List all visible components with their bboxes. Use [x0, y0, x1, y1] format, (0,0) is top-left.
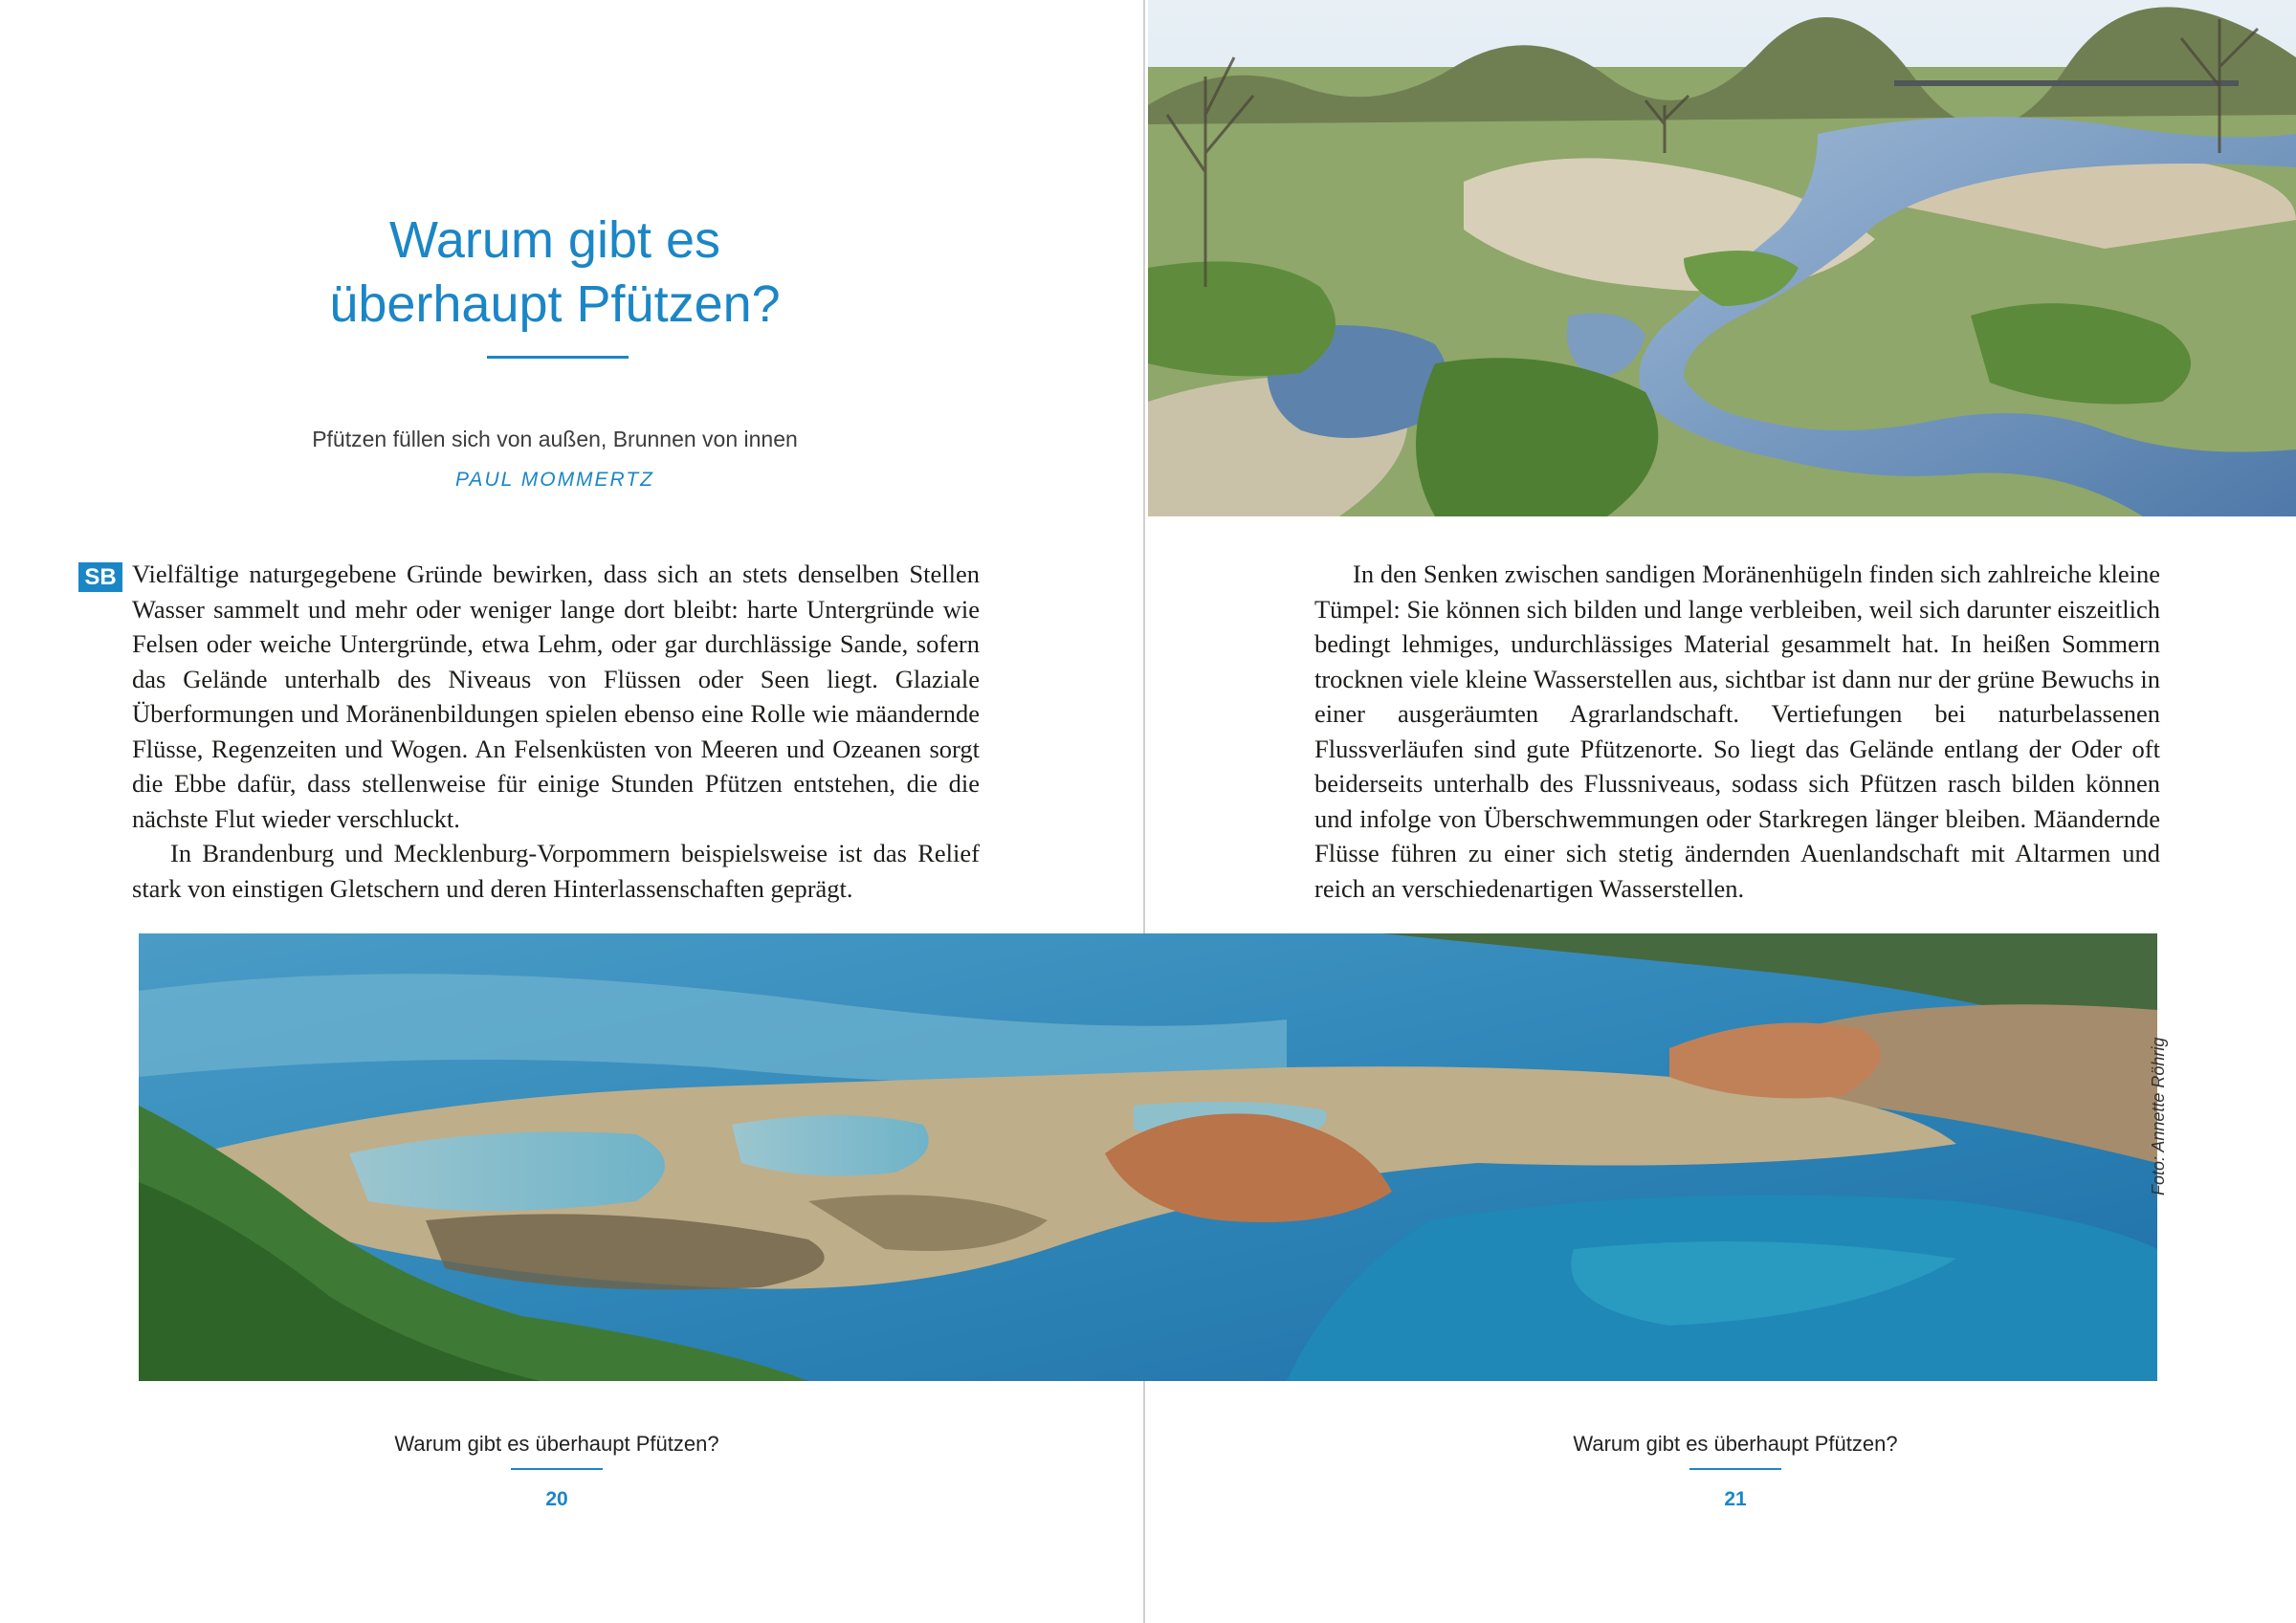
right-paragraph-1: In den Senken zwischen sandigen Moränenhügeln finden sich zahlreiche kleine Tümpel: Sie können sich bilden und lange verbleiben, weil sich darunter eiszeitlich bedingt lehmiges, undurchlässiges Material gesammelt hat. In heißen Sommern trocknen viele kleine Wasserstellen aus, sichtbar ist dann nur der grüne Bewuchs in einer ausgeräumten Agrarlandschaft. Vertiefungen bei naturbelassenen Flussverläufen sind gute Pfützenorte. So liegt das Gelände entlang der Oder oft beiderseits unterhalb des Flussniveaus, sodass sich Pfützen rasch bilden können und infolge von Überschwemmungen oder Starkregen länger bleiben. Mäandernde Flüsse führen zu einer sich stetig ändernden Auenlandschaft mit Altarmen und reich an verschiedenartigen Wasserstellen. [1314, 559, 2160, 903]
page-number-left: 20 [545, 1488, 568, 1510]
page-number-right: 21 [1724, 1488, 1747, 1510]
running-title-left: Warum gibt es überhaupt Pfützen? [394, 1432, 719, 1456]
rocky-coast-tidepool-photo [139, 933, 2157, 1381]
chapter-title [230, 208, 880, 337]
left-paragraph-2: In Brandenburg und Mecklenburg-Vorpommern beispielsweise ist das Relief stark von einstigen Gletschern und deren Hinterlassenschaften geprägt. [132, 839, 980, 903]
epigraph-quote: Pfützen füllen sich von außen, Brunnen von innen [312, 427, 798, 451]
chapter-title-line1: Warum gibt es [388, 211, 721, 269]
right-text-column [1314, 557, 2160, 906]
chapter-title-line2: überhaupt Pfützen? [329, 275, 781, 333]
running-title-right: Warum gibt es überhaupt Pfützen? [1573, 1432, 1898, 1456]
epigraph-author: PAUL MOMMERTZ [454, 469, 655, 491]
footer-rule-left [511, 1468, 603, 1470]
river-floodplain-photo [1148, 0, 2296, 516]
title-underline [487, 356, 629, 359]
photo-credit: Foto: Annette Röhrig [2149, 1037, 2168, 1195]
left-text-column [132, 557, 980, 906]
footer-rule-right [1689, 1468, 1781, 1470]
author-initials-badge: SB [78, 562, 122, 592]
left-paragraph-1: Vielfältige naturgegebene Gründe bewirken, dass sich an stets denselben Stellen Wasser sammelt und mehr oder weniger lange dort bleibt: harte Untergründe wie Felsen oder weiche Untergründe, etwa Lehm, oder gar durchlässige Sande, sofern das Gelände unterhalb des Niveaus von Flüssen oder Seen liegt. Glaziale Überformungen und Moränenbildungen spielen ebenso eine Rolle wie mäandernde Flüsse, Regenzeiten und Wogen. An Felsenküsten von Meeren und Ozeanen sorgt die Ebbe dafür, dass stellenweise für einige Stunden Pfützen entstehen, die die nächste Flut wieder verschluckt. [132, 559, 980, 833]
